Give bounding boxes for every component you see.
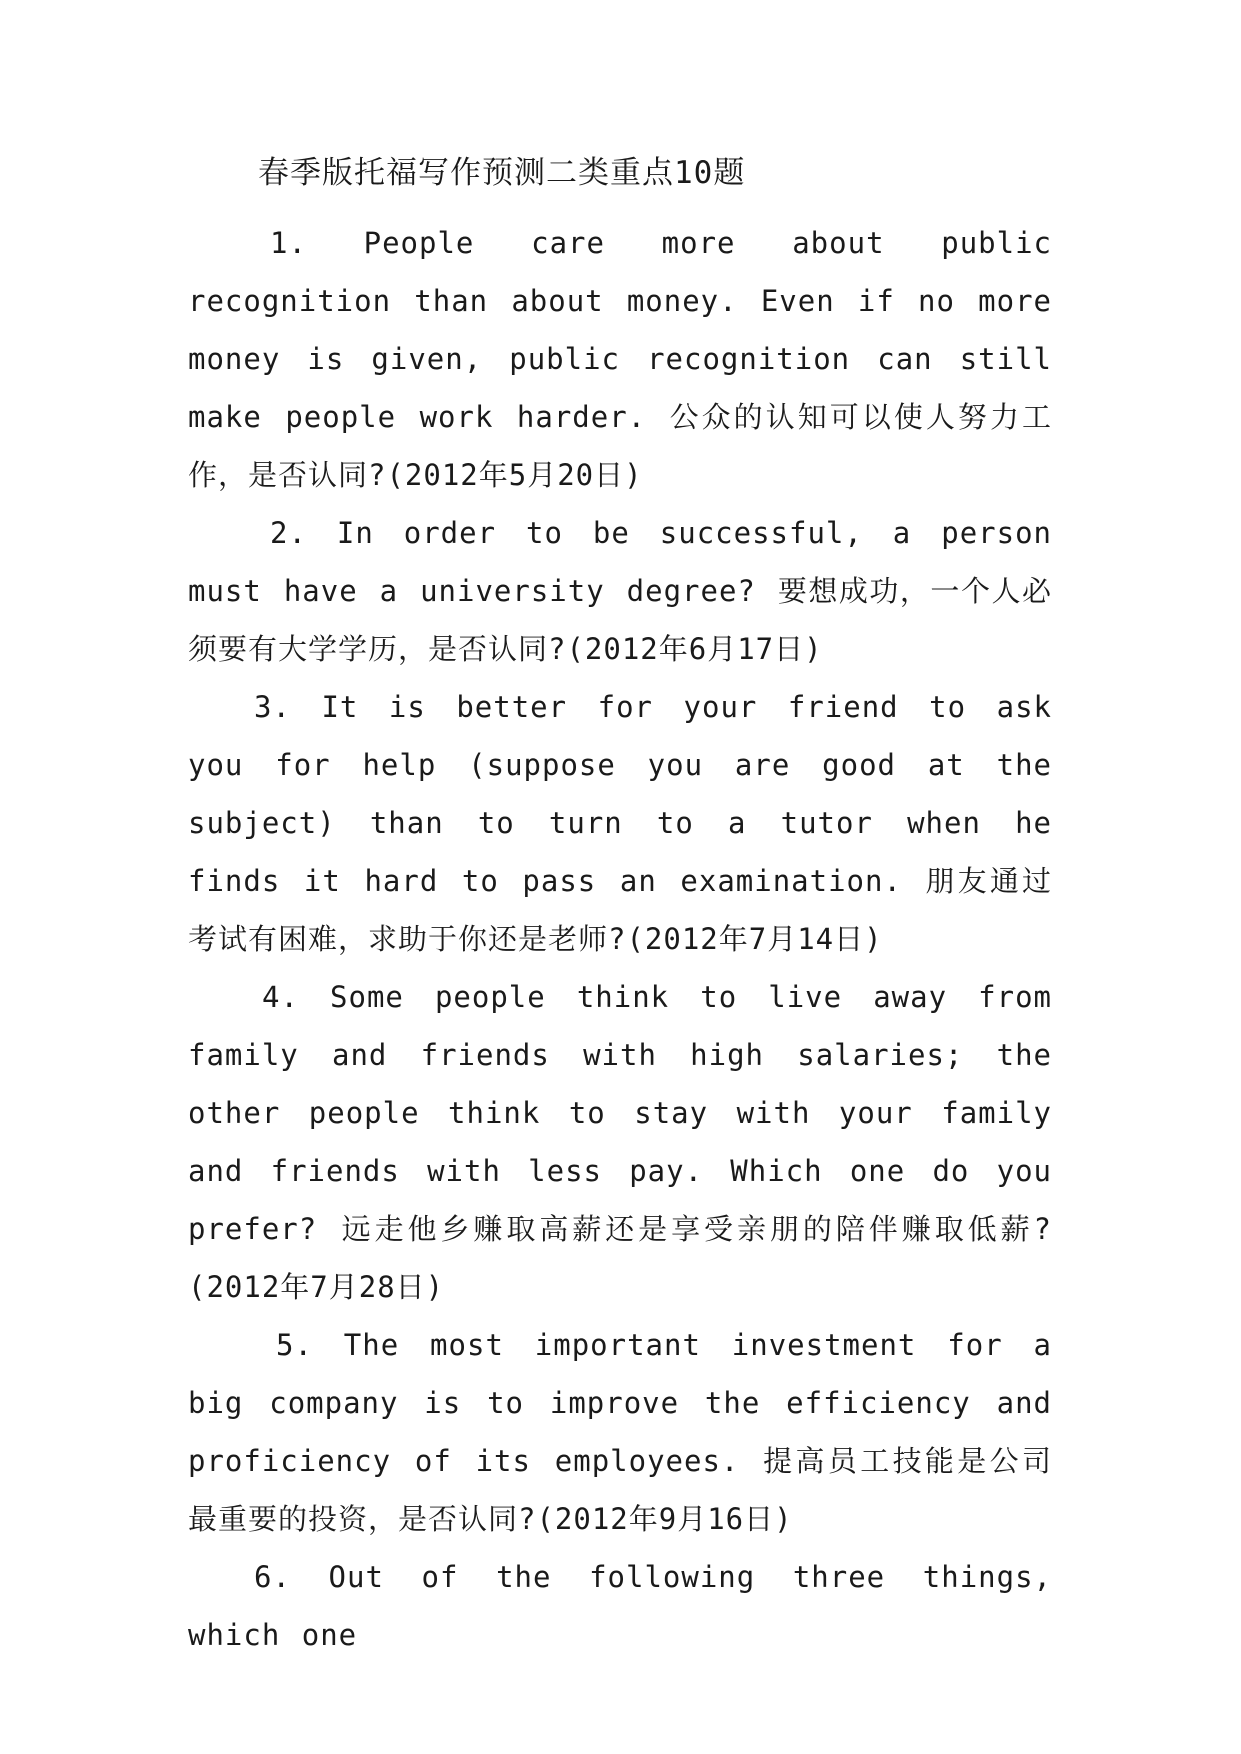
question-4: 4. Some people think to live away from family and friends with high salaries; the other people think to stay with your family and friends with less pay. Which one do you prefer? 远走他乡赚取高薪还是享受亲朋的陪伴赚取低薪?(2012年7月28日) [188,980,1052,1304]
question-3: 3. It is better for your friend to ask you for help (suppose you are good at the subject) than to turn to a tutor when he finds it hard to pass an examination. 朋友通过考试有困难，求助于你还是老师?(2012年7月14日) [188,690,1052,956]
question-5: 5. The most important investment for a big company is to improve the efficiency and proficiency of its employees. 提高员工技能是公司最重要的投资，是否认同?(2012年9月16日) [188,1328,1052,1536]
document-page [188,154,1052,1714]
question-1: 1. People care more about public recognition than about money. Even if no more money is given, public recognition can still make people work harder. 公众的认知可以使人努力工作，是否认同?(2012年5月20日) [188,226,1052,492]
question-2: 2. In order to be successful, a person must have a university degree? 要想成功，一个人必须要有大学学历，是否认同?(2012年6月17日) [188,516,1052,666]
document-title: 春季版托福写作预测二类重点10题 [258,155,746,191]
question-6: 6. Out of the following three things, which one [188,1560,1052,1652]
